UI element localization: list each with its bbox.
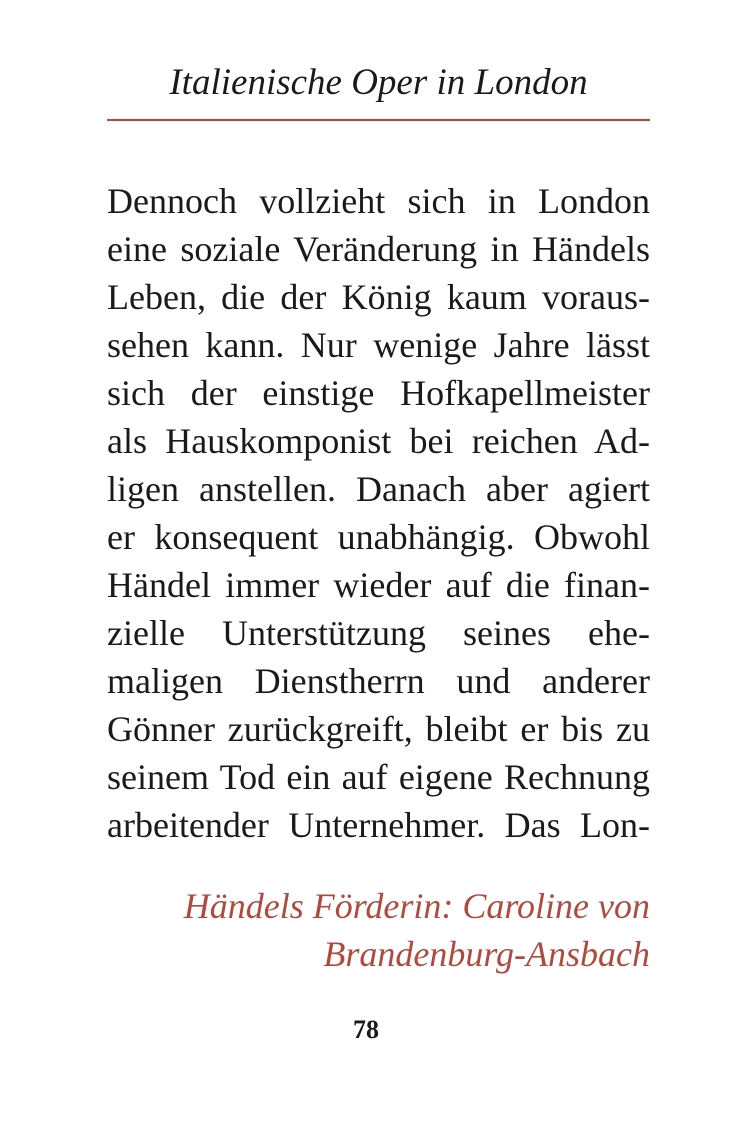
body-line: Leben, die der König kaum voraus-	[107, 277, 650, 317]
header-rule	[107, 119, 650, 121]
body-line: sehen kann. Nur wenige Jahre lässt	[107, 325, 650, 365]
page-number: 78	[353, 1015, 379, 1044]
body-line: er konsequent unabhängig. Obwohl	[107, 517, 650, 557]
caption-line: Brandenburg-Ansbach	[323, 934, 650, 974]
body-line: eine soziale Veränderung in Händels	[107, 229, 650, 269]
body-line: seinem Tod ein auf eigene Rechnung	[107, 757, 650, 797]
body-line: arbeitender Unternehmer. Das Lon-	[107, 805, 650, 845]
caption-line: Händels Förderin: Caroline von	[183, 886, 650, 926]
body-line: als Hauskomponist bei reichen Ad-	[107, 421, 650, 461]
body-line: ligen anstellen. Danach aber agiert	[107, 469, 650, 509]
section-caption	[107, 882, 650, 978]
body-line: sich der einstige Hofkapellmeister	[107, 373, 650, 413]
body-line: Händel immer wieder auf die finan-	[107, 565, 650, 605]
body-line: Gönner zurückgreift, bleibt er bis zu	[107, 709, 650, 749]
body-line: Dennoch vollzieht sich in London	[107, 181, 650, 221]
running-head: Italienische Oper in London	[169, 62, 588, 103]
body-line: maligen Dienstherrn und anderer	[107, 661, 650, 701]
body-line: zielle Unterstützung seines ehe-	[107, 613, 650, 653]
body-paragraph	[107, 177, 650, 849]
